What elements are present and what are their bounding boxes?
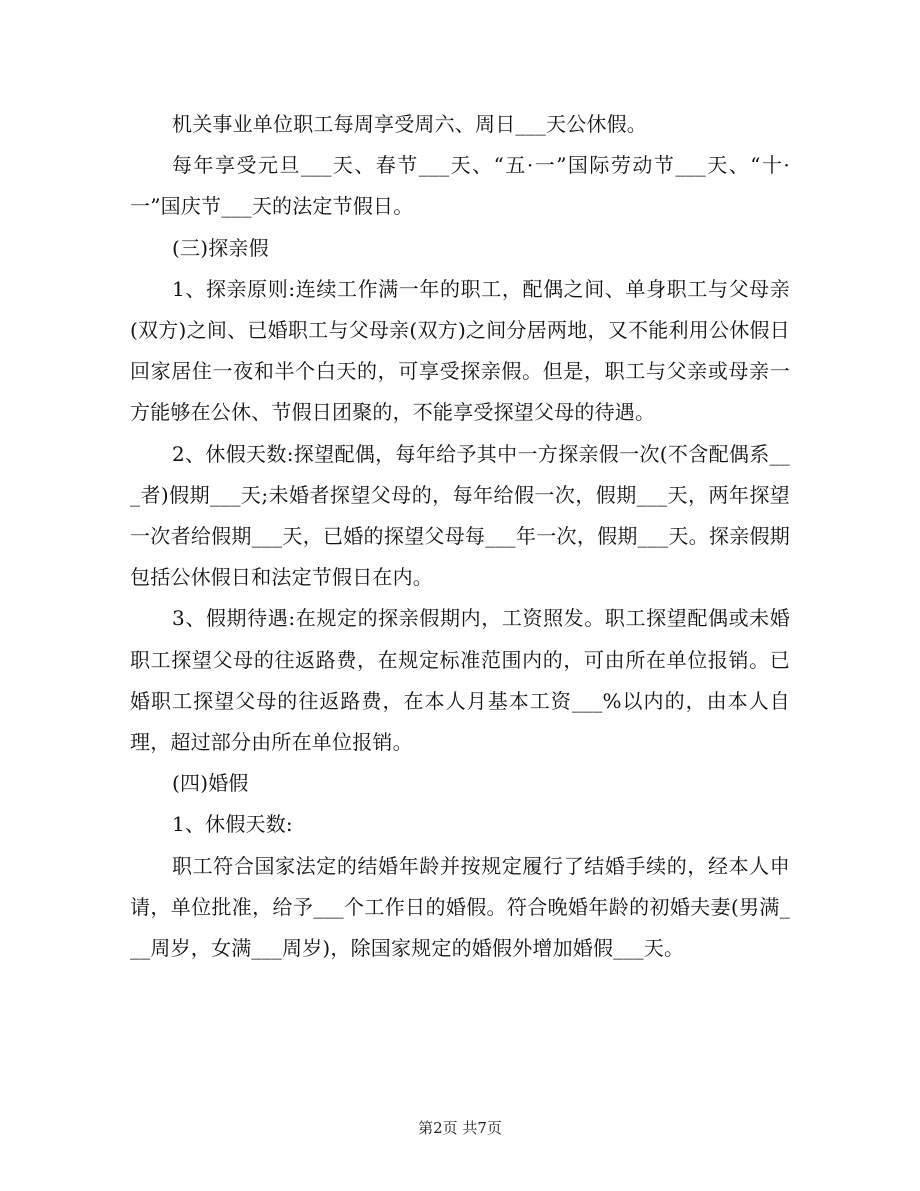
paragraph-home-leave-treatment: 3、假期待遇:在规定的探亲假期内，工资照发。职工探望配偶或未婚职工探望父母的往返路费，在规定标准范围内的，可由所在单位报销。已婚职工探望父母的往返路费，在本人月基本工资___%以内的，由本人自理，超过部分由所在单位报销。 bbox=[130, 606, 790, 755]
subheading-marriage-leave-days: 1、休假天数: bbox=[172, 812, 293, 837]
paragraph-home-leave-days: 2、休假天数:探望配偶，每年给予其中一方探亲假一次(不含配偶系___者)假期___天;未婚者探望父母的，每年给假一次，假期___天，两年探望一次者给假期___天，已婚的探望父母每___年一次，假期___天。探亲假期包括公休假日和法定节假日在内。 bbox=[130, 441, 790, 590]
paragraph-marriage-leave-rules: 职工符合国家法定的结婚年龄并按规定履行了结婚手续的，经本人申请，单位批准，给予___个工作日的婚假。符合晚婚年龄的初婚夫妻(男满___周岁，女满___周岁)，除国家规定的婚假外增加婚假___天。 bbox=[130, 853, 790, 961]
paragraph-public-holidays: 每年享受元旦___天、春节___天、“五·一”国际劳动节___天、“十·一”国庆节___天的法定节假日。 bbox=[130, 153, 790, 219]
paragraph-weekly-rest: 机关事业单位职工每周享受周六、周日___天公休假。 bbox=[172, 112, 647, 136]
paragraph-home-leave-principle: 1、探亲原则:连续工作满一年的职工，配偶之间、单身职工与父母亲(双方)之间、已婚职工与父母亲(双方)之间分居两地，又不能利用公休假日回家居住一夜和半个白天的，可享受探亲假。但是，职工与父亲或母亲一方能够在公休、节假日团聚的，不能享受探望父母的待遇。 bbox=[130, 276, 790, 425]
section-heading-home-leave: (三)探亲假 bbox=[172, 235, 269, 260]
section-heading-marriage-leave: (四)婚假 bbox=[172, 771, 249, 796]
page-number: 第2页 共7页 bbox=[418, 1119, 502, 1137]
document-body bbox=[130, 104, 790, 969]
